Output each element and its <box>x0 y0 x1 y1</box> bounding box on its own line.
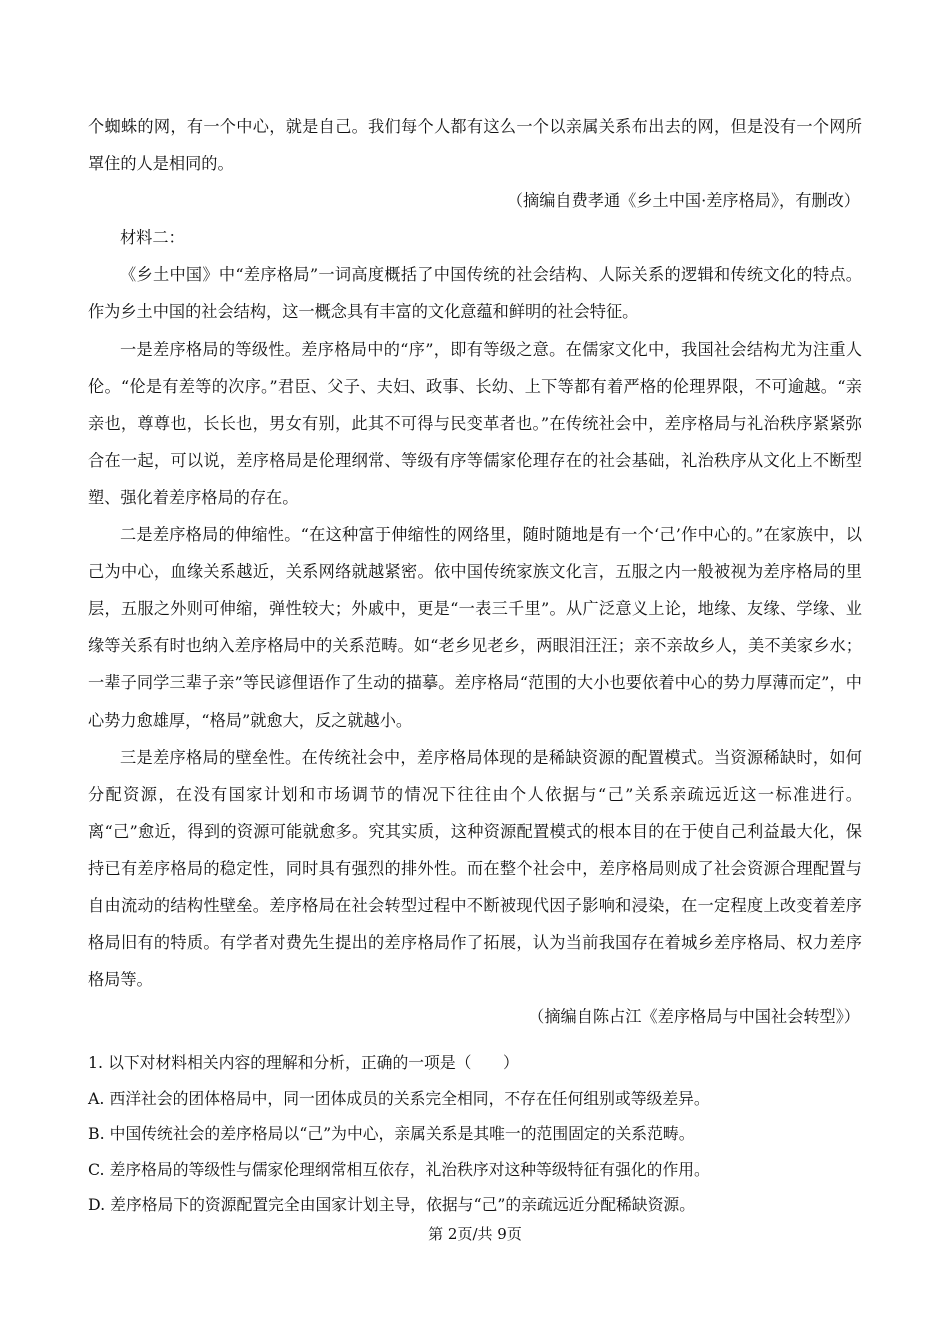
paragraph-2: 一是差序格局的等级性。差序格局中的“序”，即有等级之意。在儒家文化中，我国社会结构尤为注重人伦。“伦是有差等的次序。”君臣、父子、夫妇、政事、长幼、上下等都有着严格的伦理界限，不可逾越。“亲亲也，尊尊也，长长也，男女有别，此其不可得与民变革者也。”在传统社会中，差序格局与礼治秩序紧紧弥合在一起，可以说，差序格局是伦理纲常、等级有序等儒家伦理存在的社会基础，礼治秩序从文化上不断型塑、强化着差序格局的存在。 <box>88 339 862 507</box>
option-c[interactable]: C. 差序格局的等级性与儒家伦理纲常相互依存，礼治秩序对这种等级特征有强化的作用。 <box>88 1159 710 1179</box>
question-1 <box>88 1045 862 1223</box>
paragraph-1: 《乡土中国》中“差序格局”一词高度概括了中国传统的社会结构、人际关系的逻辑和传统文化的特点。作为乡土中国的社会结构，这一概念具有丰富的文化意蕴和鲜明的社会特征。 <box>88 265 862 322</box>
intro-paragraph: 个蜘蛛的网，有一个中心，就是自己。我们每个人都有这么一个以亲属关系布出去的网，但是没有一个网所罩住的人是相同的。 <box>88 117 862 174</box>
question-stem: 1. 以下对材料相关内容的理解和分析，正确的一项是（ ） <box>88 1053 519 1072</box>
reading-passage <box>88 108 862 1035</box>
option-a[interactable]: A. 西洋社会的团体格局中，同一团体成员的关系完全相同，不存在任何组别或等级差异。 <box>88 1088 710 1108</box>
paragraph-4: 三是差序格局的壁垒性。在传统社会中，差序格局体现的是稀缺资源的配置模式。当资源稀缺时，如何分配资源，在没有国家计划和市场调节的情况下往往由个人依据与“己”关系亲疏远近这一标准进行。离“己”愈近，得到的资源可能就愈多。究其实质，这种资源配置模式的根本目的在于使自己利益最大化，保持已有差序格局的稳定性，同时具有强烈的排外性。而在整个社会中，差序格局则成了社会资源合理配置与自由流动的结构性壁垒。差序格局在社会转型过程中不断被现代因子影响和浸染，在一定程度上改变着差序格局旧有的特质。有学者对费先生提出的差序格局作了拓展，认为当前我国存在着城乡差序格局、权力差序格局等。 <box>88 747 862 990</box>
source-citation-2: （摘编自陈占江《差序格局与中国社会转型》） <box>528 1007 860 1027</box>
page-number: 第 2页/共 9页 <box>428 1225 522 1243</box>
source-citation-1: （摘编自费孝通《乡土中国·差序格局》，有删改） <box>506 191 860 211</box>
paragraph-3: 二是差序格局的伸缩性。“在这种富于伸缩性的网络里，随时随地是有一个‘己’作中心的。”在家族中，以己为中心，血缘关系越近，关系网络就越紧密。依中国传统家族文化言，五服之内一般被视为差序格局的里层，五服之外则可伸缩，弹性较大；外戚中，更是“一表三千里”。从广泛意义上论，地缘、友缘、学缘、业缘等关系有时也纳入差序格局中的关系范畴。如“老乡见老乡，两眼泪汪汪；亲不亲故乡人，美不美家乡水；一辈子同学三辈子亲”等民谚俚语作了生动的描摹。差序格局“范围的大小也要依着中心的势力厚薄而定”，中心势力愈雄厚，“格局”就愈大，反之就越小。 <box>88 525 862 730</box>
option-b[interactable]: B. 中国传统社会的差序格局以“己”为中心，亲属关系是其唯一的范围固定的关系范畴。 <box>88 1124 695 1144</box>
material-2-heading: 材料二： <box>120 228 185 248</box>
option-d[interactable]: D. 差序格局下的资源配置完全由国家计划主导，依据与“己”的亲疏远近分配稀缺资源。 <box>88 1195 695 1215</box>
